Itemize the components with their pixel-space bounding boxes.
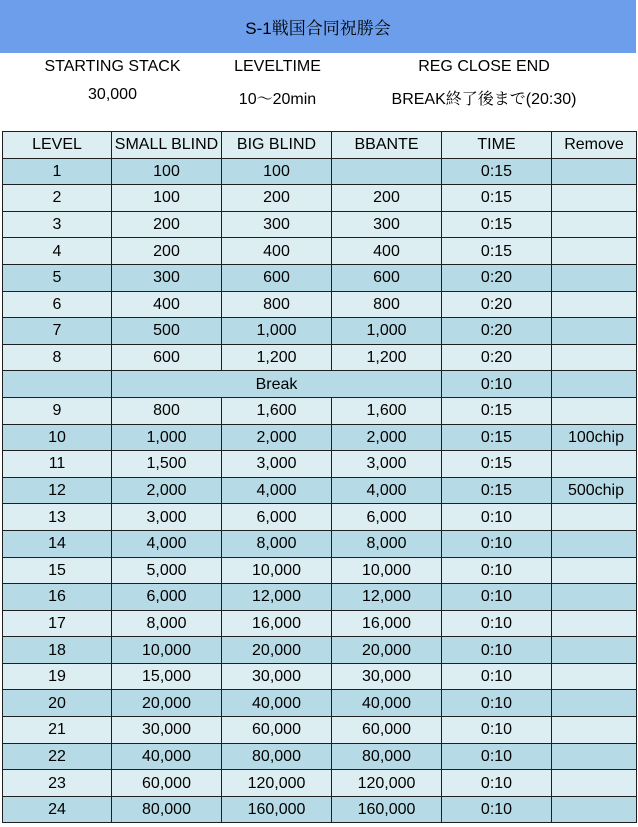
bbante-cell: 20,000 [332, 637, 442, 664]
time-cell: 0:15 [442, 185, 552, 212]
blind-structure-table [2, 131, 637, 823]
table-header-row [3, 132, 637, 159]
time-cell: 0:10 [442, 504, 552, 531]
break-remove-cell [552, 371, 637, 398]
bbante-cell: 1,600 [332, 397, 442, 424]
time-cell: 0:15 [442, 211, 552, 238]
time-cell: 0:10 [442, 584, 552, 611]
level-cell: 3 [3, 211, 112, 238]
level-cell: 21 [3, 717, 112, 744]
small-blind-cell: 5,000 [112, 557, 222, 584]
time-cell: 0:10 [442, 770, 552, 797]
table-row [3, 717, 637, 744]
table-row [3, 770, 637, 797]
level-cell: 8 [3, 344, 112, 371]
table-row [3, 530, 637, 557]
remove-cell [552, 238, 637, 265]
table-row [3, 743, 637, 770]
remove-cell [552, 397, 637, 424]
remove-cell [552, 717, 637, 744]
bbante-cell: 1,200 [332, 344, 442, 371]
bbante-cell: 4,000 [332, 477, 442, 504]
small-blind-cell: 300 [112, 264, 222, 291]
table-row [3, 637, 637, 664]
bbante-cell: 120,000 [332, 770, 442, 797]
table-row [3, 663, 637, 690]
table-row [3, 690, 637, 717]
remove-cell [552, 770, 637, 797]
big-blind-cell: 10,000 [222, 557, 332, 584]
level-cell: 13 [3, 504, 112, 531]
remove-cell [552, 211, 637, 238]
big-blind-cell: 60,000 [222, 717, 332, 744]
bbante-cell: 80,000 [332, 743, 442, 770]
remove-cell [552, 663, 637, 690]
remove-cell [552, 158, 637, 185]
small-blind-cell: 10,000 [112, 637, 222, 664]
level-cell: 19 [3, 663, 112, 690]
bbante-cell: 2,000 [332, 424, 442, 451]
big-blind-cell: 16,000 [222, 610, 332, 637]
header-level: LEVEL [3, 132, 112, 159]
bbante-cell: 60,000 [332, 717, 442, 744]
level-cell: 16 [3, 584, 112, 611]
time-cell: 0:15 [442, 397, 552, 424]
starting-stack-label: STARTING STACK [44, 58, 181, 75]
level-cell: 22 [3, 743, 112, 770]
time-cell: 0:20 [442, 344, 552, 371]
table-row [3, 610, 637, 637]
level-cell: 5 [3, 264, 112, 291]
big-blind-cell: 200 [222, 185, 332, 212]
remove-cell [552, 344, 637, 371]
break-row [3, 371, 637, 398]
small-blind-cell: 20,000 [112, 690, 222, 717]
bbante-cell: 16,000 [332, 610, 442, 637]
table-row [3, 504, 637, 531]
time-cell: 0:15 [442, 158, 552, 185]
remove-cell [552, 451, 637, 478]
level-cell: 4 [3, 238, 112, 265]
big-blind-cell: 400 [222, 238, 332, 265]
time-cell: 0:10 [442, 557, 552, 584]
time-cell: 0:15 [442, 477, 552, 504]
remove-cell [552, 185, 637, 212]
big-blind-cell: 1,200 [222, 344, 332, 371]
table-row [3, 584, 637, 611]
remove-cell [552, 557, 637, 584]
small-blind-cell: 6,000 [112, 584, 222, 611]
big-blind-cell: 12,000 [222, 584, 332, 611]
time-cell: 0:10 [442, 637, 552, 664]
header-small-blind: SMALL BLIND [112, 132, 222, 159]
table-row [3, 318, 637, 345]
bbante-cell [332, 158, 442, 185]
table-row [3, 451, 637, 478]
remove-cell [552, 264, 637, 291]
page-title: S-1戦国合同祝勝会 [245, 19, 391, 38]
small-blind-cell: 100 [112, 185, 222, 212]
level-cell: 12 [3, 477, 112, 504]
level-cell: 10 [3, 424, 112, 451]
remove-cell: 100chip [552, 424, 637, 451]
time-cell: 0:10 [442, 690, 552, 717]
reg-close-label: REG CLOSE END [418, 58, 550, 75]
small-blind-cell: 500 [112, 318, 222, 345]
small-blind-cell: 30,000 [112, 717, 222, 744]
big-blind-cell: 1,000 [222, 318, 332, 345]
time-cell: 0:10 [442, 796, 552, 823]
break-label: Break [112, 371, 442, 398]
bbante-cell: 30,000 [332, 663, 442, 690]
small-blind-cell: 100 [112, 158, 222, 185]
time-cell: 0:10 [442, 717, 552, 744]
small-blind-cell: 200 [112, 211, 222, 238]
time-cell: 0:10 [442, 530, 552, 557]
small-blind-cell: 200 [112, 238, 222, 265]
remove-cell [552, 796, 637, 823]
level-cell: 24 [3, 796, 112, 823]
level-cell: 9 [3, 397, 112, 424]
big-blind-cell: 300 [222, 211, 332, 238]
bbante-cell: 12,000 [332, 584, 442, 611]
time-cell: 0:10 [442, 743, 552, 770]
big-blind-cell: 120,000 [222, 770, 332, 797]
bbante-cell: 160,000 [332, 796, 442, 823]
title-banner [0, 0, 636, 53]
level-cell: 1 [3, 158, 112, 185]
table-row [3, 397, 637, 424]
remove-cell [552, 504, 637, 531]
level-cell: 18 [3, 637, 112, 664]
bbante-cell: 1,000 [332, 318, 442, 345]
big-blind-cell: 600 [222, 264, 332, 291]
remove-cell [552, 291, 637, 318]
header-remove: Remove [552, 132, 637, 159]
level-cell: 14 [3, 530, 112, 557]
table-row [3, 424, 637, 451]
big-blind-cell: 30,000 [222, 663, 332, 690]
remove-cell [552, 743, 637, 770]
bbante-cell: 300 [332, 211, 442, 238]
level-cell: 15 [3, 557, 112, 584]
table-row [3, 264, 637, 291]
big-blind-cell: 4,000 [222, 477, 332, 504]
bbante-cell: 400 [332, 238, 442, 265]
big-blind-cell: 80,000 [222, 743, 332, 770]
big-blind-cell: 40,000 [222, 690, 332, 717]
small-blind-cell: 1,500 [112, 451, 222, 478]
time-cell: 0:15 [442, 424, 552, 451]
remove-cell [552, 318, 637, 345]
time-cell: 0:15 [442, 451, 552, 478]
big-blind-cell: 160,000 [222, 796, 332, 823]
level-cell: 17 [3, 610, 112, 637]
bbante-cell: 800 [332, 291, 442, 318]
small-blind-cell: 400 [112, 291, 222, 318]
big-blind-cell: 6,000 [222, 504, 332, 531]
level-cell: 23 [3, 770, 112, 797]
bbante-cell: 3,000 [332, 451, 442, 478]
table-row [3, 185, 637, 212]
time-cell: 0:20 [442, 264, 552, 291]
time-cell: 0:10 [442, 663, 552, 690]
big-blind-cell: 3,000 [222, 451, 332, 478]
break-level-cell [3, 371, 112, 398]
remove-cell: 500chip [552, 477, 637, 504]
break-time: 0:10 [442, 371, 552, 398]
table-row [3, 344, 637, 371]
bbante-cell: 40,000 [332, 690, 442, 717]
big-blind-cell: 2,000 [222, 424, 332, 451]
small-blind-cell: 80,000 [112, 796, 222, 823]
small-blind-cell: 1,000 [112, 424, 222, 451]
small-blind-cell: 15,000 [112, 663, 222, 690]
bbante-cell: 200 [332, 185, 442, 212]
big-blind-cell: 1,600 [222, 397, 332, 424]
small-blind-cell: 40,000 [112, 743, 222, 770]
time-cell: 0:10 [442, 610, 552, 637]
table-row [3, 158, 637, 185]
level-cell: 11 [3, 451, 112, 478]
remove-cell [552, 637, 637, 664]
table-row [3, 796, 637, 823]
time-cell: 0:20 [442, 291, 552, 318]
remove-cell [552, 690, 637, 717]
small-blind-cell: 8,000 [112, 610, 222, 637]
time-cell: 0:20 [442, 318, 552, 345]
big-blind-cell: 20,000 [222, 637, 332, 664]
remove-cell [552, 530, 637, 557]
big-blind-cell: 100 [222, 158, 332, 185]
remove-cell [552, 610, 637, 637]
table-row [3, 557, 637, 584]
small-blind-cell: 4,000 [112, 530, 222, 557]
small-blind-cell: 60,000 [112, 770, 222, 797]
level-cell: 2 [3, 185, 112, 212]
small-blind-cell: 3,000 [112, 504, 222, 531]
header-big-blind: BIG BLIND [222, 132, 332, 159]
big-blind-cell: 8,000 [222, 530, 332, 557]
level-cell: 20 [3, 690, 112, 717]
table-row [3, 477, 637, 504]
small-blind-cell: 2,000 [112, 477, 222, 504]
table-row [3, 211, 637, 238]
leveltime-label: LEVELTIME [234, 58, 321, 75]
bbante-cell: 600 [332, 264, 442, 291]
small-blind-cell: 600 [112, 344, 222, 371]
remove-cell [552, 584, 637, 611]
time-cell: 0:15 [442, 238, 552, 265]
header-time: TIME [442, 132, 552, 159]
level-cell: 6 [3, 291, 112, 318]
leveltime-value: 10〜20min [238, 91, 317, 108]
bbante-cell: 6,000 [332, 504, 442, 531]
level-cell: 7 [3, 318, 112, 345]
bbante-cell: 8,000 [332, 530, 442, 557]
reg-close-value: BREAK終了後まで(20:30) [391, 91, 577, 108]
small-blind-cell: 800 [112, 397, 222, 424]
header-bbante: BBANTE [332, 132, 442, 159]
table-row [3, 238, 637, 265]
big-blind-cell: 800 [222, 291, 332, 318]
starting-stack-value: 30,000 [88, 86, 137, 103]
bbante-cell: 10,000 [332, 557, 442, 584]
table-row [3, 291, 637, 318]
